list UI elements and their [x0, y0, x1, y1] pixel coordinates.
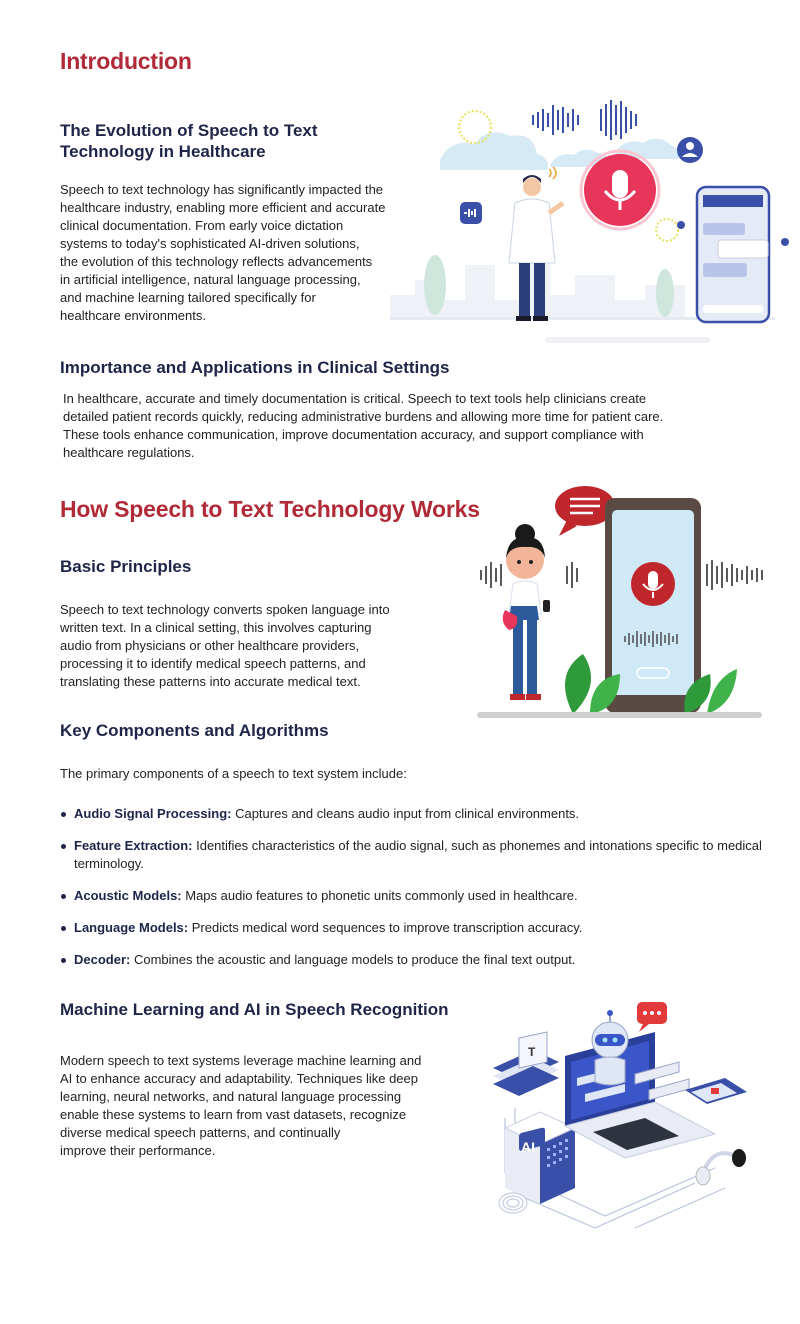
evolution-line: in artificial intelligence, natural language processing,: [60, 272, 361, 287]
components-intro: The primary components of a speech to text system include:: [60, 766, 407, 781]
evolution-line: clinical documentation. From early voice dictation: [60, 218, 344, 233]
importance-line: These tools enhance communication, improve documentation accuracy, and support compliance with: [63, 427, 644, 442]
list-item: [60, 805, 770, 823]
girl-figure: [503, 524, 550, 700]
doctor-voice-illustration: [385, 95, 795, 350]
list-item-desc: Predicts medical word sequences to improve transcription accuracy.: [188, 920, 583, 935]
importance-line: In healthcare, accurate and timely documentation is critical. Speech to text tools help clinicians create: [63, 391, 647, 406]
books-icon: [493, 1032, 559, 1096]
evolution-line: the evolution of this technology reflects advancements: [60, 254, 373, 269]
basic-line: Speech to text technology converts spoken language into: [60, 602, 390, 617]
evolution-line: healthcare environments.: [60, 308, 206, 323]
list-item-desc: Identifies characteristics of the audio signal, such as phonemes and intonations specific to medical terminology.: [74, 838, 762, 871]
basic-line: audio from physicians or other healthcare providers,: [60, 638, 360, 653]
evolution-line: systems to today's sophisticated AI-driven solutions,: [60, 236, 360, 251]
list-item-term: Acoustic Models:: [74, 888, 182, 903]
ml-line: AI to enhance accuracy and adaptability. Techniques like deep: [60, 1071, 418, 1086]
basic-line: written text. In a clinical setting, this involves capturing: [60, 620, 372, 635]
evolution-line: Speech to text technology has significantly impacted the: [60, 182, 384, 197]
evolution-title-line1: The Evolution of Speech to Text: [60, 121, 318, 140]
importance-line: detailed patient records quickly, reducing administrative burdens and allowing more time for patient care.: [63, 409, 664, 424]
robot-icon: [592, 1010, 628, 1085]
ml-line: enable these systems to learn from vast datasets, recognize: [60, 1107, 407, 1122]
headphones-icon: [696, 1149, 746, 1185]
importance-line: healthcare regulations.: [63, 445, 195, 460]
list-item-term: Decoder:: [74, 952, 131, 967]
phone-chat-mockup: [677, 187, 789, 322]
list-item: [60, 887, 770, 905]
components-title: Key Components and Algorithms: [60, 721, 329, 740]
ai-chip-label: AI: [521, 1139, 535, 1155]
intro-heading: Introduction: [60, 48, 192, 74]
basic-principles-title: Basic Principles: [60, 557, 192, 576]
girl-phone-illustration: [475, 482, 775, 722]
svg-text:T: T: [528, 1045, 536, 1059]
importance-body: [63, 390, 763, 462]
basic-principles-body: [60, 601, 440, 691]
list-item-term: Language Models:: [74, 920, 189, 935]
list-item: [60, 837, 770, 873]
ml-line: diverse medical speech patterns, and continually: [60, 1125, 341, 1140]
how-heading: How Speech to Text Technology Works: [60, 496, 480, 522]
fingerprint-icon: [499, 1193, 527, 1213]
ml-line: Modern speech to text systems leverage machine learning and: [60, 1053, 422, 1068]
ml-line: learning, neural networks, and natural language processing: [60, 1089, 402, 1104]
evolution-title: [60, 120, 318, 162]
evolution-body: [60, 181, 430, 325]
components-list: [60, 805, 770, 969]
ml-title: Machine Learning and AI in Speech Recognition: [60, 1000, 449, 1019]
ml-line: improve their performance.: [60, 1143, 216, 1158]
basic-line: translating these patterns into accurate medical text.: [60, 674, 361, 689]
list-item-desc: Captures and cleans audio input from clinical environments.: [231, 806, 580, 821]
ai-robot-laptop-illustration: [485, 998, 760, 1233]
evolution-line: healthcare industry, enabling more efficient and accurate: [60, 200, 386, 215]
list-item-desc: Maps audio features to phonetic units commonly used in healthcare.: [181, 888, 578, 903]
list-item-term: Feature Extraction:: [74, 838, 193, 853]
tablet-icon: [685, 1078, 747, 1104]
list-item-desc: Combines the acoustic and language models to produce the final text output.: [130, 952, 576, 967]
basic-line: processing it to identify medical speech patterns, and: [60, 656, 366, 671]
evolution-title-line2: Technology in Healthcare: [60, 142, 266, 161]
sound-wave-icon: [533, 100, 636, 140]
list-item-term: Audio Signal Processing:: [74, 806, 232, 821]
importance-title: Importance and Applications in Clinical Settings: [60, 358, 450, 377]
list-item: [60, 951, 770, 969]
list-item: [60, 919, 770, 937]
ml-body: [60, 1052, 460, 1160]
evolution-line: and machine learning tailored specifically for: [60, 290, 316, 305]
laptop-icon: [565, 1032, 715, 1158]
